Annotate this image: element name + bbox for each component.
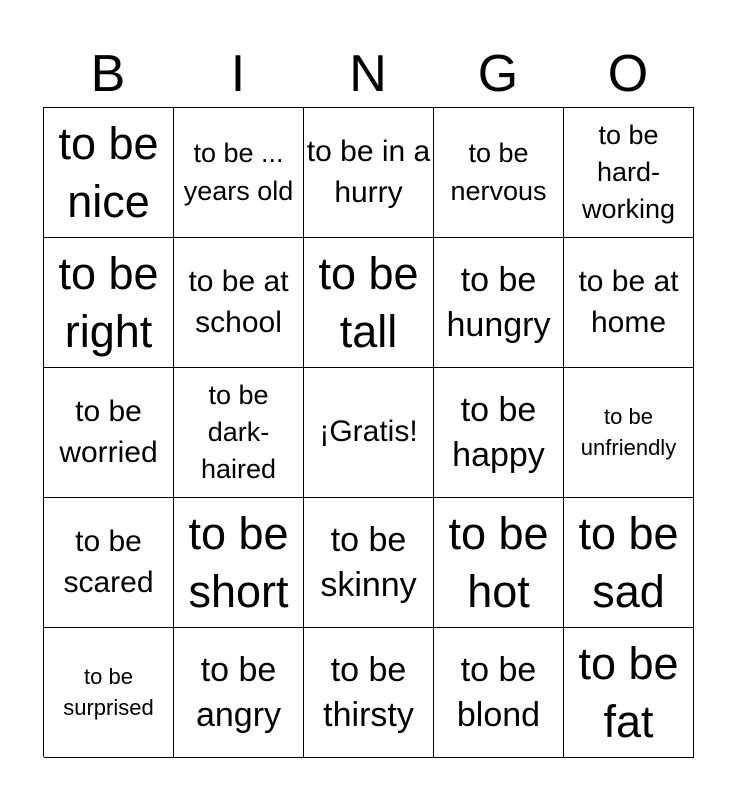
cell-text: to be scared	[63, 525, 154, 599]
bingo-board	[43, 107, 694, 757]
cell-text: to be hard-working	[581, 119, 676, 225]
cell-text: to be short	[188, 507, 289, 617]
bingo-cell-r5c2[interactable]	[174, 628, 304, 758]
cell-text: to be hot	[448, 507, 549, 617]
header-letter-g: G	[477, 45, 519, 103]
cell-text: to be dark-haired	[200, 379, 277, 485]
bingo-cell-r1c1[interactable]	[44, 108, 174, 238]
bingo-cell-r3c1[interactable]	[44, 368, 174, 498]
cell-text: to be hungry	[446, 261, 551, 344]
bingo-cell-r5c5[interactable]	[564, 628, 694, 758]
cell-text: to be sad	[578, 507, 679, 617]
bingo-cell-r1c4[interactable]	[434, 108, 564, 238]
cell-text: to be right	[58, 247, 159, 357]
cell-text: to be in a hurry	[306, 135, 431, 209]
bingo-cell-r3c4[interactable]	[434, 368, 564, 498]
cell-text: to be fat	[578, 637, 679, 747]
bingo-cell-r4c3[interactable]	[304, 498, 434, 628]
bingo-cell-r2c3[interactable]	[304, 238, 434, 368]
cell-text: to be happy	[452, 391, 545, 474]
bingo-cell-r5c1[interactable]	[44, 628, 174, 758]
cell-text: to be at home	[578, 265, 679, 339]
header-letter-o: O	[607, 45, 649, 103]
bingo-cell-r1c2[interactable]	[174, 108, 304, 238]
cell-text: to be nice	[58, 117, 159, 227]
bingo-cell-free[interactable]	[304, 368, 434, 498]
cell-text: to be blond	[456, 651, 541, 734]
cell-text: to be at school	[188, 265, 289, 339]
bingo-cell-r4c1[interactable]	[44, 498, 174, 628]
cell-text: to be unfriendly	[580, 403, 677, 460]
cell-text: to be nervous	[450, 138, 547, 206]
cell-text: to be angry	[195, 651, 282, 734]
cell-text: to be worried	[59, 395, 158, 469]
bingo-cell-r4c5[interactable]	[564, 498, 694, 628]
header-letter-n: N	[349, 45, 387, 103]
cell-text: to be skinny	[320, 521, 417, 604]
cell-text: to be surprised	[63, 663, 154, 720]
bingo-cell-r5c3[interactable]	[304, 628, 434, 758]
cell-text: to be thirsty	[323, 651, 414, 734]
bingo-cell-r3c5[interactable]	[564, 368, 694, 498]
cell-text: to be tall	[318, 247, 419, 357]
bingo-cell-r2c1[interactable]	[44, 238, 174, 368]
header-letter-i: I	[230, 45, 246, 103]
bingo-cell-r2c4[interactable]	[434, 238, 564, 368]
header-letter-b: B	[90, 45, 126, 103]
cell-text: to be ... years old	[183, 138, 294, 206]
bingo-header	[43, 40, 693, 108]
bingo-cell-r1c5[interactable]	[564, 108, 694, 238]
bingo-cell-r2c2[interactable]	[174, 238, 304, 368]
bingo-cell-r3c2[interactable]	[174, 368, 304, 498]
bingo-cell-r5c4[interactable]	[434, 628, 564, 758]
bingo-cell-r4c4[interactable]	[434, 498, 564, 628]
bingo-cell-r4c2[interactable]	[174, 498, 304, 628]
bingo-cell-r2c5[interactable]	[564, 238, 694, 368]
bingo-cell-r1c3[interactable]	[304, 108, 434, 238]
free-space-text: ¡Gratis!	[319, 415, 418, 449]
